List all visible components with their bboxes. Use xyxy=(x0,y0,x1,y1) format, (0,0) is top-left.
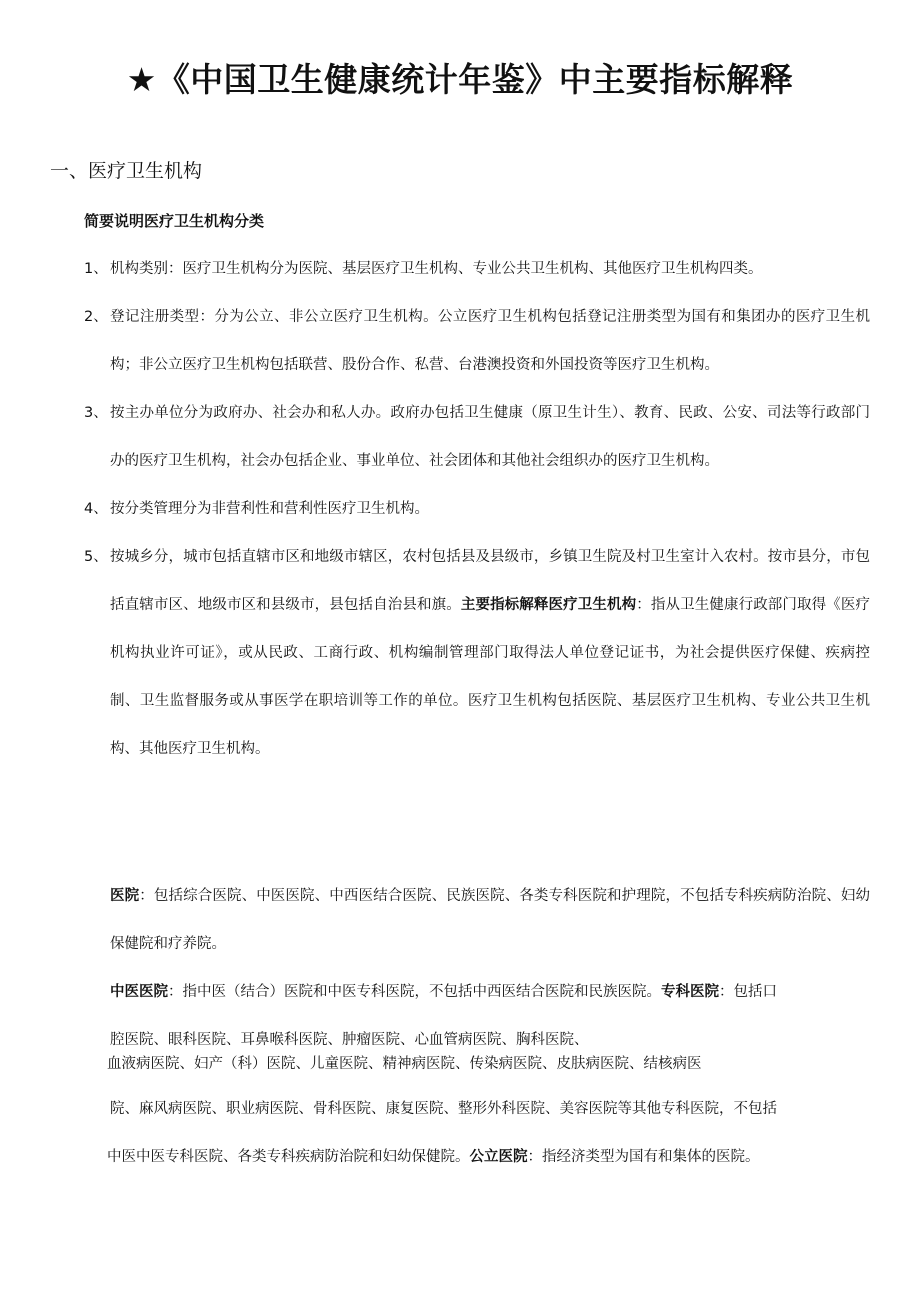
list-item xyxy=(84,485,870,533)
list-item-text xyxy=(110,533,870,773)
medical-institution-definition: ：指从卫生健康行政部门取得《医疗机构执业许可证》，或从民政、工商行政、机构编制管理部门取得法人单位登记证书，为社会提供医疗保健、疾病控制、卫生监督服务或从事医学在职培训等工作的单位。医疗卫生机构包括医院、基层医疗卫生机构、专业公共卫生机构、其他医疗卫生机构。 xyxy=(110,597,871,757)
term-medical-institution: 主要指标解释医疗卫生机构 xyxy=(460,597,637,613)
list-item-text: 机构类别：医疗卫生机构分为医院、基层医疗卫生机构、专业公共卫生机构、其他医疗卫生机构四类。 xyxy=(110,261,763,277)
list-item xyxy=(84,293,870,389)
list-item xyxy=(84,245,870,293)
specialty-hospital-text-5: 中医中医专科医院、各类专科疾病防治院和妇幼保健院。 xyxy=(107,1149,470,1165)
term-hospital: 医院 xyxy=(110,888,140,904)
term-tcm-hospital: 中医医院 xyxy=(110,984,168,1000)
list-item-text: 按主办单位分为政府办、社会办和私人办。政府办包括卫生健康（原卫生计生）、教育、民政、公安、司法等行政部门办的医疗卫生机构，社会办包括企业、事业单位、社会团体和其他社会组织办的医疗卫生机构。 xyxy=(110,405,870,469)
specialty-hospital-continued-2 xyxy=(110,1085,870,1133)
specialty-hospital-continued xyxy=(107,1052,870,1076)
list-item-text: 登记注册类型：分为公立、非公立医疗卫生机构。公立医疗卫生机构包括登记注册类型为国有和集团办的医疗卫生机构；非公立医疗卫生机构包括联营、股份合作、私营、台港澳投资和外国投资等医疗卫生机构。 xyxy=(110,309,870,373)
tcm-and-specialty-definition xyxy=(110,968,870,1064)
specialty-hospital-text-4: 院、麻风病医院、职业病医院、骨科医院、康复医院、整形外科医院、美容医院等其他专科医院，不包括 xyxy=(110,1101,777,1117)
specialty-public-line xyxy=(107,1133,870,1181)
list-item xyxy=(84,389,870,485)
hospital-definition-text: ：包括综合医院、中医医院、中西医结合医院、民族医院、各类专科医院和护理院，不包括专科疾病防治院、妇幼保健院和疗养院。 xyxy=(110,888,871,952)
specialty-hospital-text-3: 血液病医院、妇产（科）医院、儿童医院、精神病医院、传染病医院、皮肤病医院、结核病医 xyxy=(107,1056,702,1072)
list-item-number: 4、 xyxy=(84,501,108,517)
list-item-number: 3、 xyxy=(84,405,108,421)
public-hospital-text: ：指经济类型为国有和集体的医院。 xyxy=(527,1149,760,1165)
urban-rural-text: 按城乡分，城市包括直辖市区和地级市辖区，农村包括县及县级市，乡镇卫生院及村卫生室计入农村。按市县分，市包括直辖市区、地级市区和县级市，县包括自治县和旗。 xyxy=(110,549,870,613)
list-item xyxy=(84,533,870,773)
hospital-definition-block xyxy=(84,872,870,1064)
specialty-hospital-text-1: ：包括口 xyxy=(719,984,777,1000)
list-item-number: 5、 xyxy=(84,549,108,565)
document-title: ★《中国卫生健康统计年鉴》中主要指标解释 xyxy=(126,60,794,99)
tcm-hospital-text: ：指中医（结合）医院和中医专科医院，不包括中西医结合医院和民族医院。 xyxy=(168,984,661,1000)
classification-list xyxy=(84,245,870,773)
section-heading: 一、医疗卫生机构 xyxy=(50,160,203,182)
term-public-hospital: 公立医院 xyxy=(469,1149,528,1165)
list-item-number: 2、 xyxy=(84,309,108,325)
hospital-definition xyxy=(110,872,870,968)
sub-heading: 简要说明医疗卫生机构分类 xyxy=(84,212,265,230)
specialty-hospital-text-2: 腔医院、眼科医院、耳鼻喉科医院、肿瘤医院、心血管病医院、胸科医院、 xyxy=(110,1032,589,1048)
term-specialty-hospital: 专科医院 xyxy=(661,984,719,1000)
list-item-number: 1、 xyxy=(84,261,108,277)
list-item-text: 按分类管理分为非营利性和营利性医疗卫生机构。 xyxy=(110,501,429,517)
specialty-and-public-hospital xyxy=(107,1133,870,1181)
